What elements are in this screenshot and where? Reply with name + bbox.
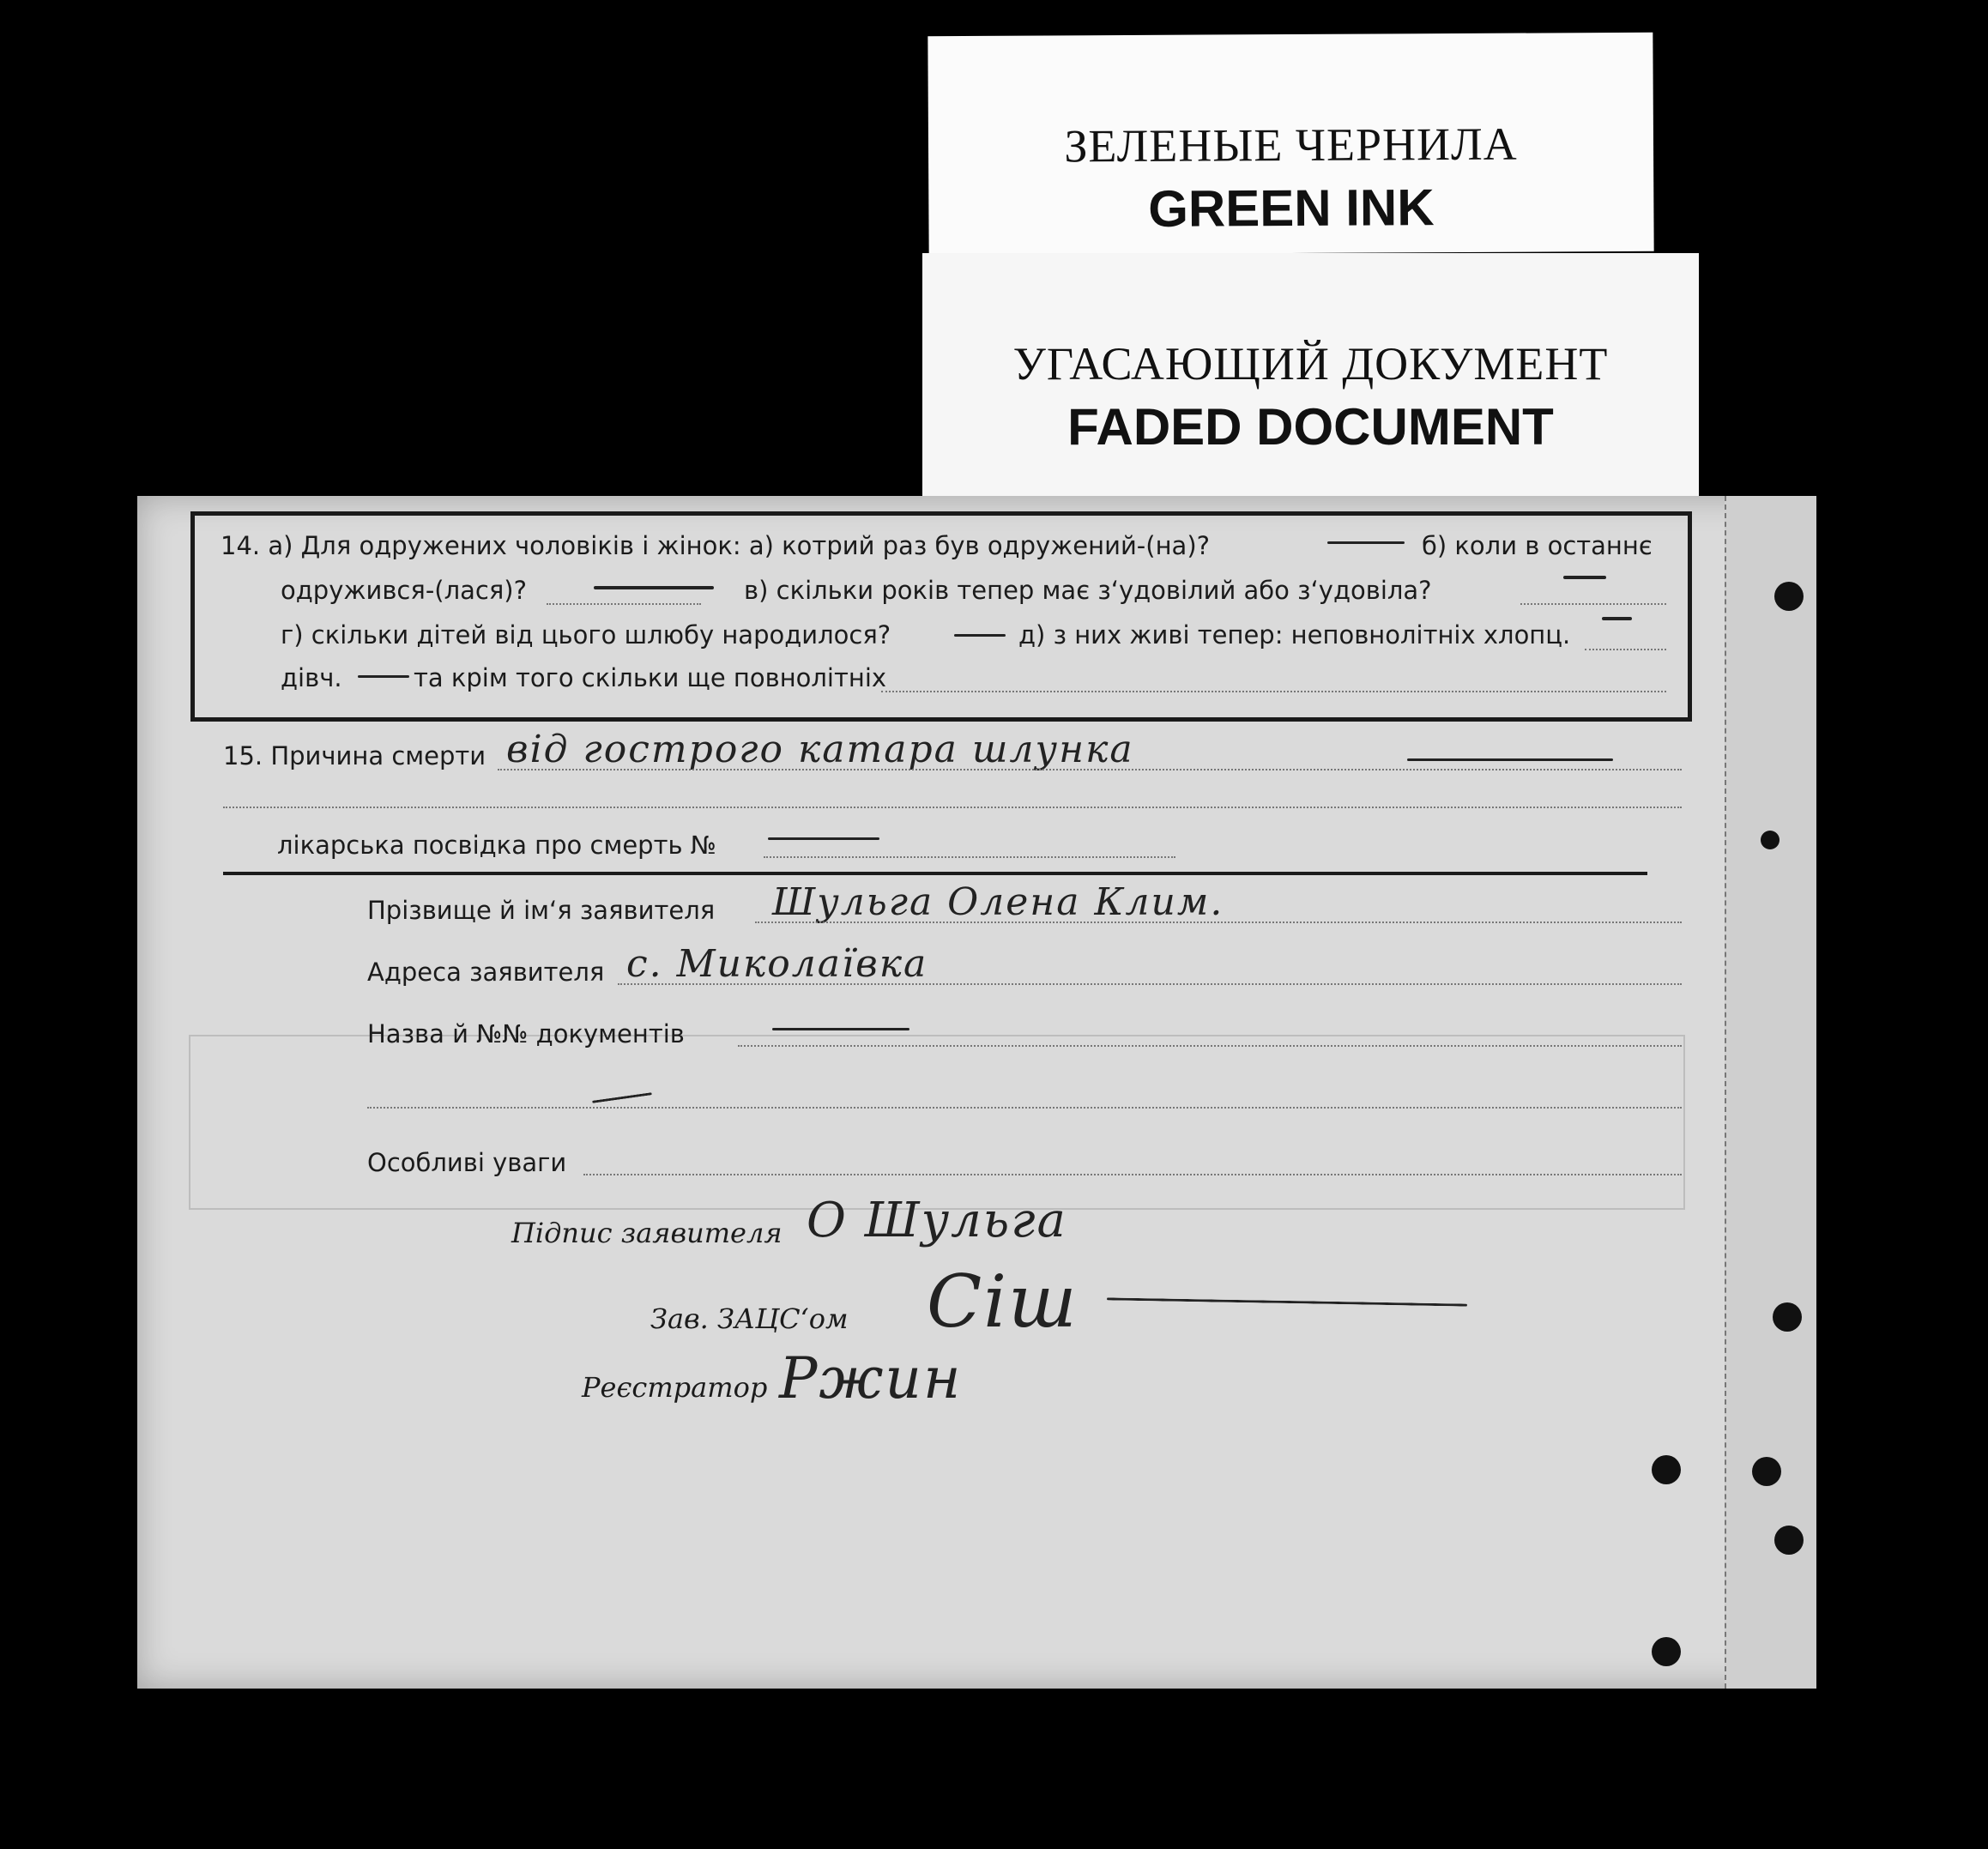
dotted-line — [764, 856, 1175, 858]
certificate-label: лікарська посвідка про смерть № — [277, 831, 716, 860]
faded-document-label — [922, 253, 1699, 502]
q14-line1: 14. а) Для одружених чоловіків і жінок: а) котрий раз був одружений-(на)? — [221, 531, 1211, 560]
dotted-line — [618, 983, 1682, 985]
registrar-label: Реєстратор — [582, 1371, 768, 1404]
punch-hole — [1652, 1637, 1681, 1666]
binding-hole — [1774, 582, 1804, 611]
dotted-line — [1585, 649, 1666, 650]
signature-tail — [1107, 1297, 1467, 1306]
applicant-name-handwritten: Шульга Олена Клим. — [772, 880, 1224, 924]
section-divider — [223, 872, 1647, 875]
registrar-signature: Ржин — [779, 1345, 963, 1411]
binding-hole — [1752, 1457, 1781, 1486]
dotted-line — [547, 603, 701, 605]
dash-mark — [1327, 541, 1405, 544]
dotted-line — [738, 1045, 1682, 1047]
dotted-line — [583, 1174, 1682, 1175]
q14-line4b: та крім того скільки ще повнолітніх — [414, 663, 887, 692]
document-sheet — [137, 496, 1815, 1689]
dotted-line — [367, 1107, 1682, 1109]
dotted-line — [223, 807, 1682, 808]
applicant-address-label: Адреса заявителя — [367, 958, 605, 987]
dash-mark — [768, 837, 879, 840]
question-14-box — [190, 511, 1692, 722]
dash-mark — [954, 634, 1006, 637]
dotted-line — [755, 921, 1682, 923]
applicant-address-handwritten: с. Миколаївка — [626, 942, 928, 986]
dash-mark — [358, 675, 409, 678]
dash-mark — [594, 586, 714, 589]
q14-line2b: в) скільки років тепер має з‘удовілий або з‘удовіла? — [744, 576, 1432, 605]
q14-line3b: д) з них живі тепер: неповнолітніх хлопц. — [1018, 620, 1571, 650]
binding-hole — [1774, 1526, 1804, 1555]
faded-label-ru: УГАСАЮЩИЙ ДОКУМЕНТ — [1012, 338, 1609, 390]
applicant-name-label: Прізвище й ім‘я заявителя — [367, 896, 716, 925]
dash-mark — [1563, 576, 1606, 579]
head-label: Зав. ЗАЦС‘ом — [650, 1302, 849, 1335]
documents-label: Назва й №№ документів — [367, 1019, 685, 1048]
dash-mark — [1602, 617, 1632, 620]
dotted-line — [1520, 603, 1666, 605]
head-signature: Сіш — [927, 1260, 1079, 1344]
green-ink-label — [928, 33, 1653, 255]
green-ink-label-en: GREEN INK — [1148, 178, 1435, 238]
binding-hole — [1773, 1302, 1802, 1332]
q15-label: 15. Причина смерти — [223, 741, 486, 770]
q14-line1b: б) коли в останнє — [1422, 531, 1653, 560]
q14-line2a: одружився-(лася)? — [281, 576, 527, 605]
notes-label: Особливі уваги — [367, 1148, 567, 1177]
applicant-signature: О Шульга — [807, 1193, 1067, 1248]
binding-hole — [1761, 831, 1780, 849]
punch-hole — [1652, 1455, 1681, 1484]
dotted-line — [881, 691, 1666, 692]
green-ink-label-ru: ЗЕЛЕНЫЕ ЧЕРНИЛА — [1064, 118, 1518, 172]
faint-bleedthrough-box — [189, 1035, 1685, 1210]
dash-mark — [772, 1028, 909, 1030]
q14-line4a: дівч. — [281, 663, 342, 692]
cause-of-death-handwritten: від гострого катара шлунка — [506, 728, 1134, 771]
binding-spine — [1725, 496, 1816, 1689]
faded-label-en: FADED DOCUMENT — [1067, 398, 1554, 456]
applicant-signature-label: Підпис заявителя — [511, 1217, 783, 1249]
dotted-line — [498, 769, 1682, 770]
underline-stroke — [1407, 758, 1613, 761]
q14-line3a: г) скільки дітей від цього шлюбу народилося? — [281, 620, 891, 650]
